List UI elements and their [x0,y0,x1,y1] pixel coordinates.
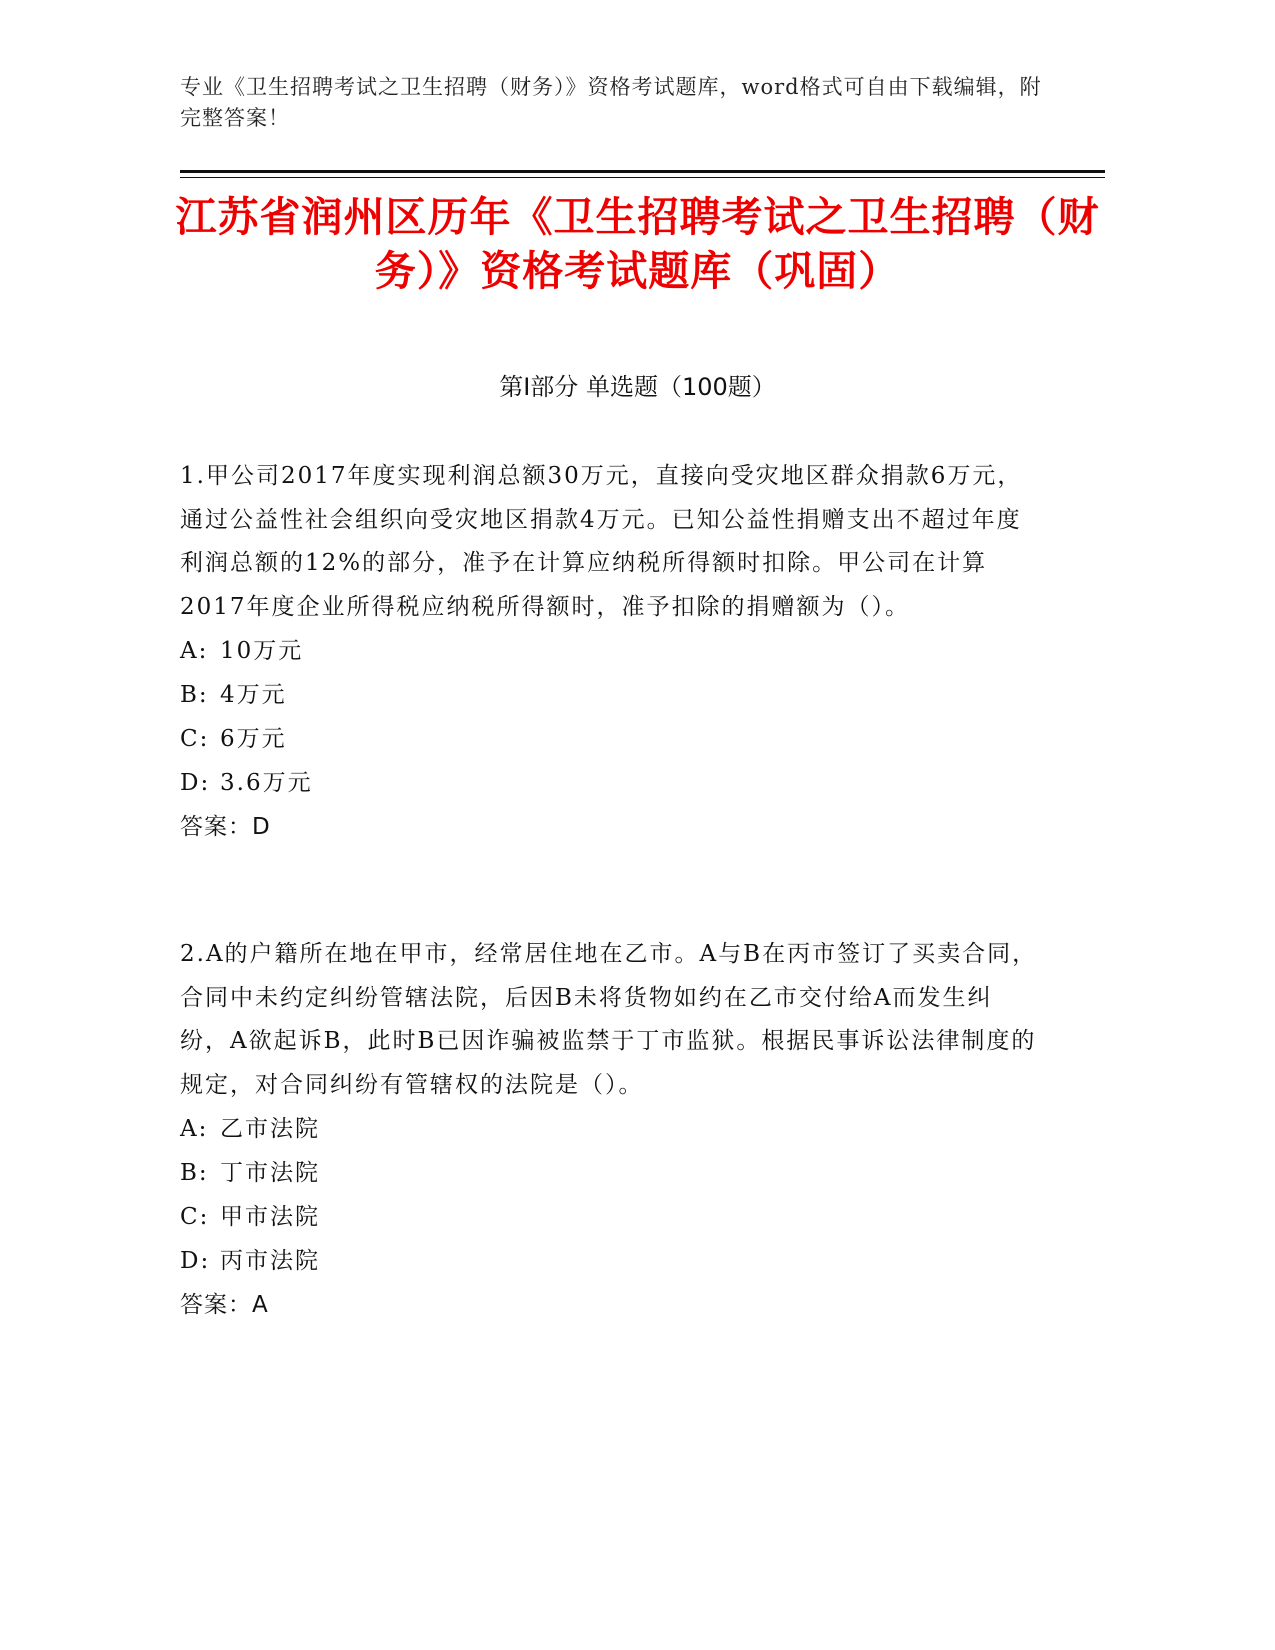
option-c [180,1195,1040,1239]
option-text: 4万元 [220,682,287,708]
option-c [180,717,1040,761]
option-d [180,761,1040,805]
option-key: A: [180,1116,209,1142]
option-key: B: [180,682,209,708]
header-divider-thick [180,170,1105,173]
header-note: 专业《卫生招聘考试之卫生招聘（财务）》资格考试题库，word格式可自由下载编辑，附完整答案！ [180,75,1042,130]
option-key: A: [180,638,209,664]
option-text: 6万元 [220,726,287,752]
option-key: C: [180,1204,210,1230]
question-2 [180,933,1040,1327]
option-list [180,1107,1040,1283]
question-1 [180,455,1040,849]
question-stem: 1.甲公司2017年度实现利润总额30万元，直接向受灾地区群众捐款6万元，通过公益性社会组织向受灾地区捐款4万元。已知公益性捐赠支出不超过年度利润总额的12%的部分，准予在计算应纳税所得额时扣除。甲公司在计算2017年度企业所得税应纳税所得额时，准予扣除的捐赠额为（）。 [180,463,1023,620]
option-key: D: [180,770,211,796]
answer-line: 答案：D [180,814,271,840]
option-text: 丙市法院 [220,1248,320,1274]
answer-line: 答案：A [180,1292,269,1318]
option-text: 3.6万元 [220,770,313,796]
option-d [180,1239,1040,1283]
option-a [180,1107,1040,1151]
option-b [180,673,1040,717]
option-text: 乙市法院 [220,1116,320,1142]
section-heading: 第I部分 单选题（100题） [499,373,776,401]
question-stem: 2.A的户籍所在地在甲市，经常居住地在乙市。A与B在丙市签订了买卖合同，合同中未约定纠纷管辖法院，后因B未将货物如约在乙市交付给A而发生纠纷，A欲起诉B，此时B已因诈骗被监禁于丁市监狱。根据民事诉讼法律制度的规定，对合同纠纷有管辖权的法院是（）。 [180,941,1038,1098]
header-divider-thin [180,177,1105,178]
option-text: 10万元 [220,638,304,664]
option-key: D: [180,1248,211,1274]
option-list [180,629,1040,805]
option-key: B: [180,1160,209,1186]
option-a [180,629,1040,673]
document-title: 江苏省润州区历年《卫生招聘考试之卫生招聘（财务）》资格考试题库（巩固） [175,193,1100,295]
option-key: C: [180,726,210,752]
option-text: 丁市法院 [220,1160,320,1186]
option-b [180,1151,1040,1195]
option-text: 甲市法院 [220,1204,320,1230]
